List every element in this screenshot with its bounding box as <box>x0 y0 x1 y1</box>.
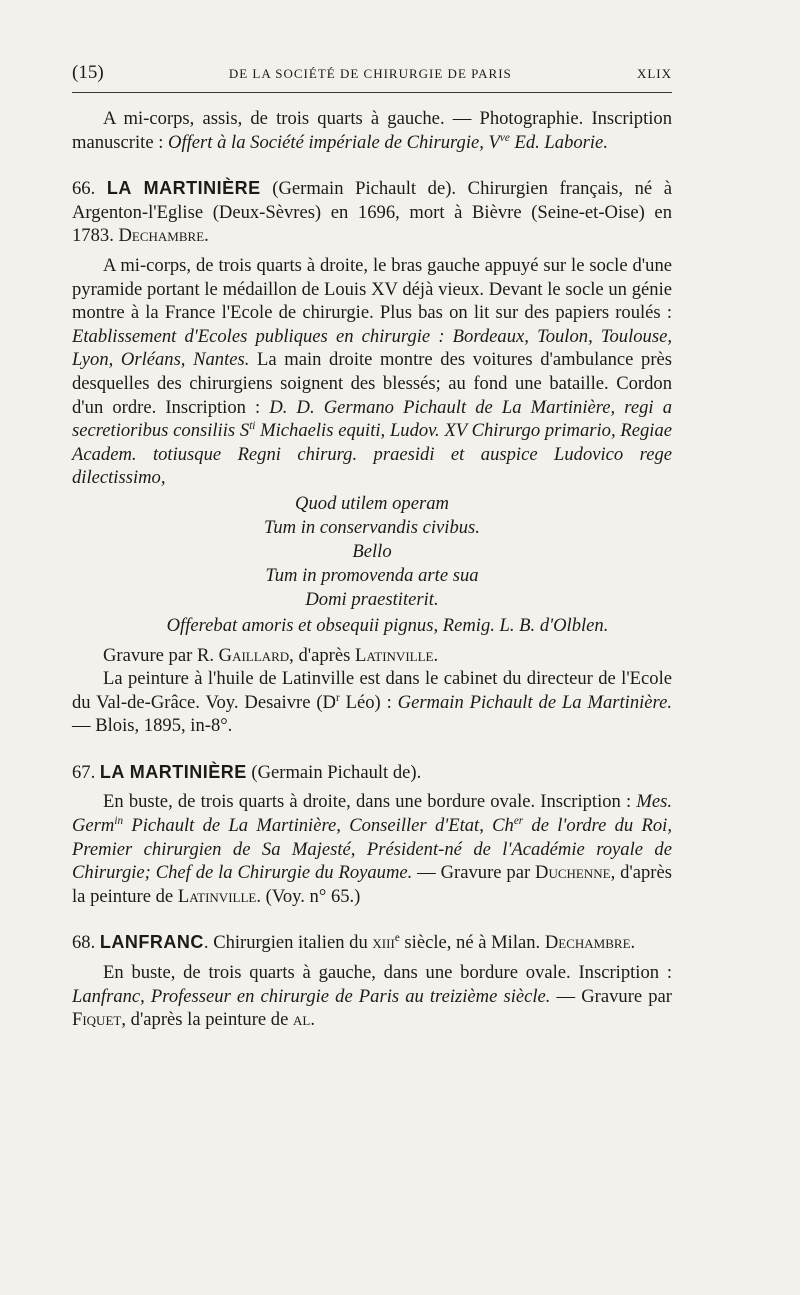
entry-68-description: En buste, de trois quarts à gauche, dans une bordure ovale. Inscription : Lanfranc, Professeur en chirurgie de Paris au treizième siècle. — Gravure par Fiquet, d'après la peinture de al. <box>72 962 672 1031</box>
entry-66-engraving: Gravure par R. Gaillard, d'après Latinville. <box>103 644 439 666</box>
entry-68-name: LANFRANC <box>99 932 204 953</box>
entry-66-note: La peinture à l'huile de Latinville est dans le cabinet du directeur de l'Ecole du Val-de-Grâce. Voy. Desaivre ($D^r$ Léo) : Germain Pichault de La Martinière. — Blois, 1895, in-8°. <box>72 668 672 737</box>
running-title: DE LA SOCIÉTÉ DE CHIRURGIE DE PARIS <box>228 66 512 81</box>
entry-66-name: LA MARTINIÈRE <box>106 178 261 199</box>
entry-66-signature: Offerebat amoris et obsequii pignus, Remig. L. B. d'Olblen. <box>166 614 609 636</box>
folio: (15) <box>72 62 104 83</box>
verse-line: Quod utilem operam <box>295 492 449 514</box>
page <box>72 62 672 1032</box>
entry-67-description: En buste, de trois quarts à droite, dans une bordure ovale. Inscription : Mes. Germ$^{in}$ Pichault de La Martinière, Conseiller d'Etat, $Ch^{er}$ de l'ordre du Roi, Premier chirurgien de Sa Majesté, Président-né de l'Académie royale de Chirurgie; Chef de la Chirurgie du Royaume. — Gravure par Duchenne, d'après la peinture de Latinville. (Voy. n° 65.) <box>72 791 672 907</box>
entry-66-heading: 66. LA MARTINIÈRE (Germain Pichault de). Chirurgien français, né à Argenton-l'Eglise (Deux-Sèvres) en 1696, mort à Bièvre (Seine-et-Oise) en 1783. Dechambre. <box>72 178 673 247</box>
entry-65-tail: A mi-corps, assis, de trois quarts à gauche. — Photographie. Inscription manuscrite : Offert à la Société impériale de Chirurgie, $V^{ve}$ Ed. Laborie. <box>72 108 672 153</box>
entry-66-description: A mi-corps, de trois quarts à droite, le bras gauche appuyé sur le socle d'une pyramide portant le médaillon de Louis XV déjà vieux. Devant le socle un génie montre à la France l'Ecole de chirurgie. Plus bas on lit sur des papiers roulés : Etablissement d'Ecoles publiques en chirurgie : Bordeaux, Toulon, Toulouse, Lyon, Orléans, Nantes. La main droite montre des voitures d'ambulance près desquelles des chirurgiens soignent des blessés; au fond une bataille. Cordon d'un ordre. Inscription : D. D. Germano Pichault de La Martinière, regi a secretioribus consiliis $S^{ti}$ Michaelis equiti, Ludov. XV Chirurgo primario, Regiae Academ. totiusque Regni chirurg. praesidi et auspice Ludovico rege dilectissimo, <box>72 254 672 489</box>
verse-line: Bello <box>352 540 392 562</box>
entry-66-verse <box>72 492 672 612</box>
entry-67-heading: 67. LA MARTINIÈRE (Germain Pichault de). <box>72 761 422 783</box>
entry-68-heading: 68. LANFRANC. Chirurgien italien du xiii$^e$ siècle, né à Milan. Dechambre. <box>72 932 636 954</box>
verse-line: Tum in promovenda arte sua <box>265 564 479 586</box>
text-body <box>72 107 672 1032</box>
entry-67-name: LA MARTINIÈRE <box>99 761 247 782</box>
running-head <box>72 62 672 93</box>
verse-line: Domi praestiterit. <box>305 588 439 610</box>
verse-line: Tum in conservandis civibus. <box>264 516 480 538</box>
page-number-roman: XLIX <box>636 66 672 81</box>
